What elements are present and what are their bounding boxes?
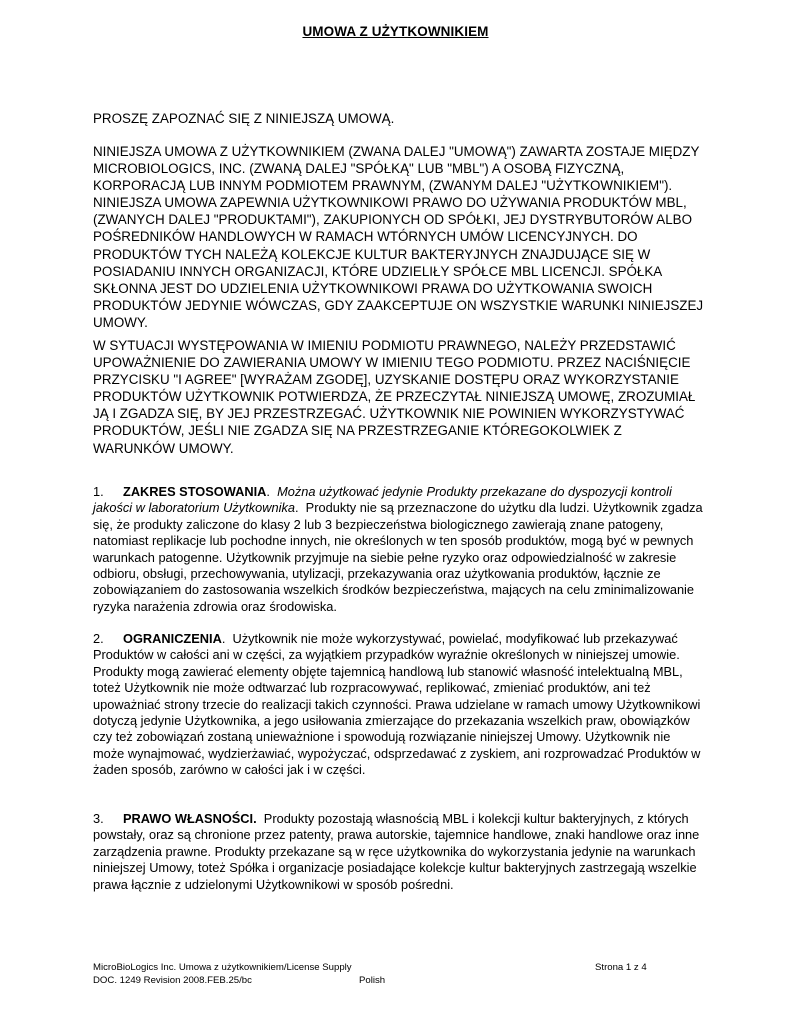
intro-prompt: PROSZĘ ZAPOZNAĆ SIĘ Z NINIEJSZĄ UMOWĄ.	[93, 111, 395, 126]
footer-page-number: Strona 1 z 4	[595, 962, 647, 973]
section-heading: PRAWO WŁASNOŚCI.	[123, 811, 257, 826]
footer-company-doc-title: MicroBioLogics Inc. Umowa z użytkownikiem/License Supply	[93, 962, 352, 973]
section-body: Produkty pozostają własnością MBL i kolekcji kultur bakteryjnych, z których powstały, oraz są chronione przez patenty, prawa autorskie, tajemnice handlowe, znaki handlowe oraz inne zarządzenia prawne. Produkty przekazane są w ręce użytkownika do wykorzystania jedynie na warunkach niniejszej Umowy, toteż Spółka i organizacje posiadające kolekcje kultur bakteryjnych zastrzegają wszelkie prawa łącznie z udzielonymi Użytkownikowi w sposób pośredni.	[93, 811, 700, 892]
footer-language: Polish	[359, 975, 386, 986]
footer-line-2	[93, 975, 653, 987]
section-heading-punct: .	[266, 484, 270, 499]
section-number: 1.	[93, 484, 104, 499]
section-body: Użytkownik nie może wykorzystywać, powielać, modyfikować lub przekazywać Produktów w całości ani w części, za wyjątkiem przypadków wyraźnie określonych w niniejszej umowie. Produkty mogą zawierać elementy objęte tajemnicą handlową lub stanowić własność intelektualną MBL, toteż Użytkownik nie może odtwarzać lub rozpracowywać, replikować, zmieniać produktów, ani też upoważniać strony trzecie do realizacji takich czynności. Prawa udzielane w ramach umowy Użytkownikowi dotyczą jedynie Użytkownika, a jego usiłowania zmierzające do przekazania wszelkich praw, obowiązków czy też zobowiązań zostaną unieważnione i spowodują rozwiązanie niniejszej Umowy. Użytkownik nie może wynajmować, wydzierżawiać, wypożyczać, odsprzedawać z zyskiem, ani rozprowadzać Produktów w żaden sposób, zarówno w całości jak i w części.	[93, 631, 701, 778]
section-heading: OGRANICZENIA	[123, 631, 222, 646]
section-body: Produkty nie są przeznaczone do użytku dla ludzi. Użytkownik zgadza się, że produkty zaliczone do klasy 2 lub 3 bezpieczeństwa biologicznego zawierają znane patogeny, natomiast replikacje lub pochodne innych, nie określonych w ten sposób produktów, mogą być w pewnych warunkach patogenne. Użytkownik przyjmuje na siebie pełne ryzyko oraz odpowiedzialność w zakresie odbioru, obsługi, przechowywania, utylizacji, przekazywania oraz użytkowania produktów, łącznie ze zobowiązaniem do zastosowania wszelkich środków bezpieczeństwa, mających na celu zminimalizowanie ryzyka narażenia zdrowia oraz środowiska.	[93, 500, 703, 614]
section-number: 3.	[93, 811, 104, 826]
footer-doc-revision: DOC. 1249 Revision 2008.FEB.25/bc	[93, 975, 252, 986]
section-restrictions	[93, 631, 705, 779]
section-ownership	[93, 811, 705, 893]
section-heading: ZAKRES STOSOWANIA	[123, 484, 267, 499]
section-heading-punct: .	[221, 631, 226, 646]
document-title: UMOWA Z UŻYTKOWNIKIEM	[302, 24, 489, 39]
section-scope	[93, 484, 705, 615]
footer-line-1	[93, 962, 653, 974]
section-lead: Można użytkować jedynie Produkty przekazane do dyspozycji kontroli jakości w laboratorium Użytkownika	[93, 484, 672, 516]
section-number: 2.	[93, 631, 104, 646]
intro-agreement-paragraph: NINIEJSZA UMOWA Z UŻYTKOWNIKIEM (ZWANA DALEJ "UMOWĄ") ZAWARTA ZOSTAJE MIĘDZY MICROBIOLOGICS, INC. (ZWANĄ DALEJ "SPÓŁKĄ" LUB "MBL") A OSOBĄ FIZYCZNĄ, KORPORACJĄ LUB INNYM PODMIOTEM PRAWNYM, (ZWANYM DALEJ "UŻYTKOWNIKIEM"). NINIEJSZA UMOWA ZAPEWNIA UŻYTKOWNIKOWI PRAWO DO UŻYWANIA PRODUKTÓW MBL, (ZWANYCH DALEJ "PRODUKTAMI"), ZAKUPIONYCH OD SPÓŁKI, JEJ DYSTRYBUTORÓW ALBO POŚREDNIKÓW HANDLOWYCH W RAMACH WTÓRNYCH UMÓW LICENCYJNYCH. DO PRODUKTÓW TYCH NALEŻĄ KOLEKCJE KULTUR BAKTERYJNYCH ZNAJDUJĄCE SIĘ W POSIADANIU INNYCH ORGANIZACJI, KTÓRE UDZIELIŁY SPÓŁCE MBL LICENCJI. SPÓŁKA SKŁONNA JEST DO UDZIELENIA UŻYTKOWNIKOWI PRAWA DO UŻYTKOWANIA SWOICH PRODUKTÓW JEDYNIE WÓWCZAS, GDY ZAAKCEPTUJE ON WSZYSTKIE WARUNKI NINIEJSZEJ UMOWY.	[93, 144, 704, 330]
section-lead-punct: .	[294, 500, 299, 516]
intro-entity-paragraph: W SYTUACJI WYSTĘPOWANIA W IMIENIU PODMIOTU PRAWNEGO, NALEŻY PRZEDSTAWIĆ UPOWAŻNIENIE DO ZAWIERANIA UMOWY W IMIENIU TEGO PODMIOTU. PRZEZ NACIŚNIĘCIE PRZYCISKU "I AGREE" [WYRAŻAM ZGODĘ], UZYSKANIE DOSTĘPU ORAZ WYKORZYSTANIE PRODUKTÓW UŻYTKOWNIK POTWIERDZA, ŻE PRZECZYTAŁ NINIEJSZĄ UMOWĘ, ZROZUMIAŁ JĄ I ZGADZA SIĘ, BY JEJ PRZESTRZEGAĆ. UŻYTKOWNIK NIE POWINIEN WYKORZYSTYWAĆ PRODUKTÓW, JEŚLI NIE ZGADZA SIĘ NA PRZESTRZEGANIE KTÓREGOKOLWIEK Z WARUNKÓW UMOWY.	[93, 338, 696, 456]
